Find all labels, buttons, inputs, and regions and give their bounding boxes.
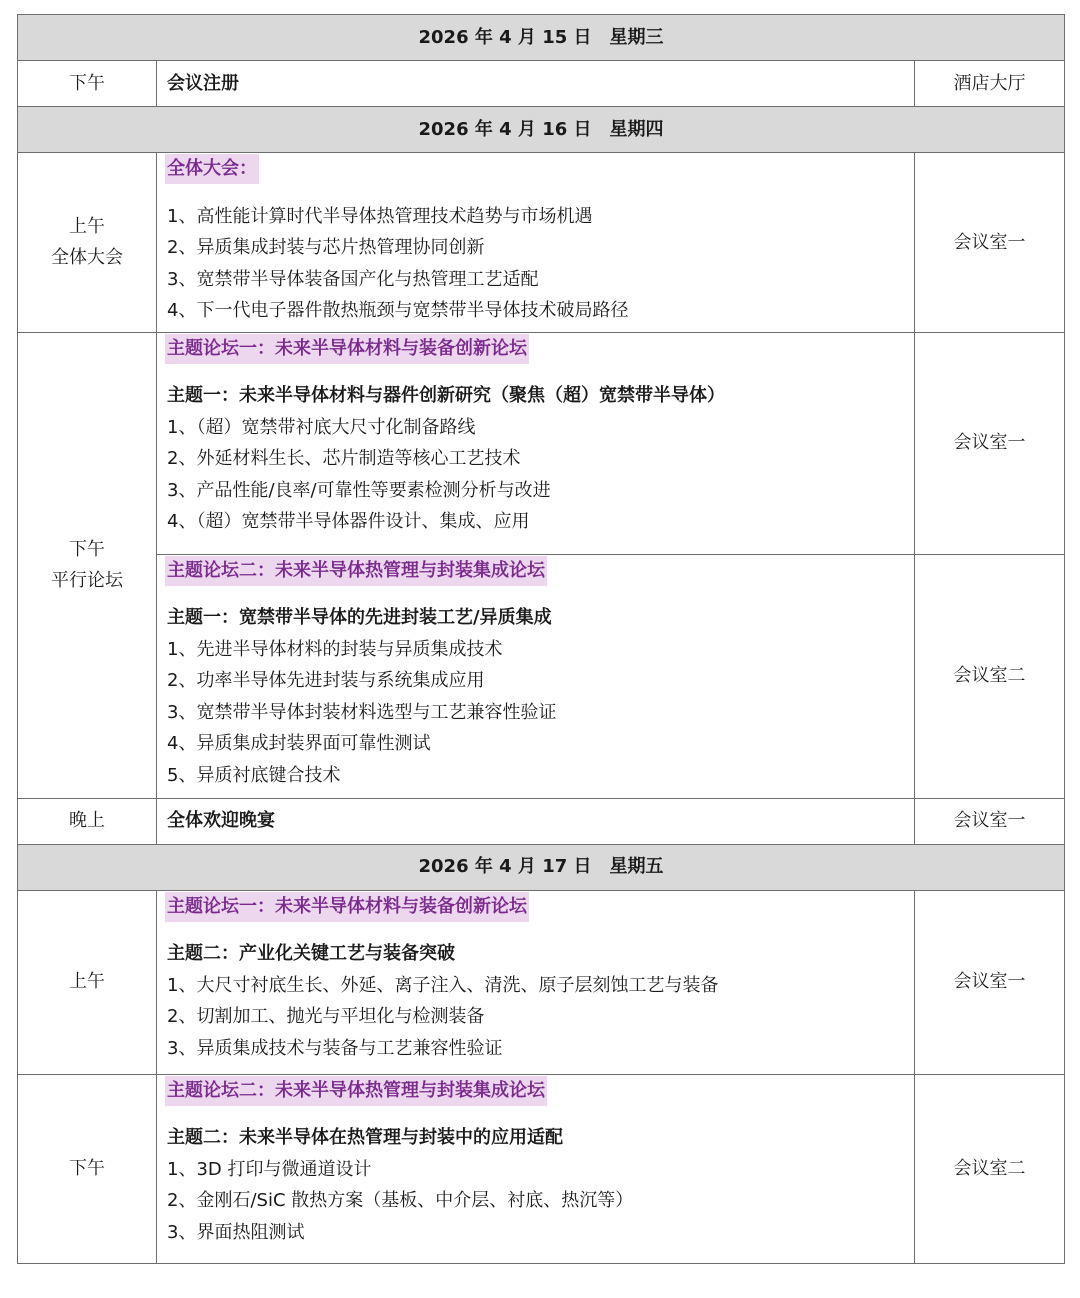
session-row <box>18 554 1065 798</box>
list-item: 1、先进半导体材料的封装与异质集成技术 <box>167 638 503 660</box>
date-header <box>18 15 1065 61</box>
session-room: 会议室一 <box>915 332 1065 554</box>
list-item: 4、异质集成封装界面可靠性测试 <box>167 733 431 754</box>
session-content <box>157 153 915 333</box>
date-text: 2026 年 4 月 15 日 <box>418 26 592 48</box>
session-row <box>18 332 1065 554</box>
forum-title: 主题论坛一：未来半导体材料与装备创新论坛 <box>165 334 529 364</box>
list-item: 3、产品性能/良率/可靠性等要素检测分析与改进 <box>167 479 551 501</box>
session-row <box>18 1074 1065 1263</box>
forum-content <box>157 890 915 1074</box>
session-time: 上午 <box>18 890 157 1074</box>
list-item: 4、下一代电子器件散热瓶颈与宽禁带半导体技术破局路径 <box>167 300 629 321</box>
list-item: 5、异质衬底键合技术 <box>167 764 341 786</box>
session-room: 会议室二 <box>915 554 1065 798</box>
list-item: 2、功率半导体先进封装与系统集成应用 <box>167 670 485 691</box>
session-room: 会议室一 <box>915 890 1065 1074</box>
list-item: 1、大尺寸衬底生长、外延、离子注入、清洗、原子层刻蚀工艺与装备 <box>167 974 719 996</box>
list-item: 3、宽禁带半导体封装材料选型与工艺兼容性验证 <box>167 701 557 723</box>
date-row-day2 <box>18 107 1065 153</box>
forum-title: 主题论坛二：未来半导体热管理与封装集成论坛 <box>165 1076 547 1106</box>
list-item: 2、金刚石/SiC 散热方案（基板、中介层、衬底、热沉等） <box>167 1190 634 1211</box>
weekday-text: 星期五 <box>609 856 664 878</box>
list-item: 2、异质集成封装与芯片热管理协同创新 <box>167 237 485 258</box>
list-item: 4、（超）宽禁带半导体器件设计、集成、应用 <box>167 511 530 532</box>
session-room: 会议室二 <box>915 1074 1065 1263</box>
session-time: 上午 全体大会 <box>18 153 157 333</box>
weekday-text: 星期四 <box>609 118 664 140</box>
date-text: 2026 年 4 月 16 日 <box>418 118 592 140</box>
forum-content <box>157 1074 915 1263</box>
session-room: 会议室一 <box>915 153 1065 333</box>
session-time: 晚上 <box>18 798 157 844</box>
date-header <box>18 107 1065 153</box>
theme-title: 主题一：宽禁带半导体的先进封装工艺/异质集成 <box>167 607 552 628</box>
date-row-day3 <box>18 844 1065 890</box>
session-time: 下午 <box>18 61 157 107</box>
theme-title: 主题一：未来半导体材料与器件创新研究（聚焦（超）宽禁带半导体） <box>167 385 725 406</box>
session-room: 酒店大厅 <box>915 61 1065 107</box>
session-time: 下午 <box>18 1074 157 1263</box>
session-row <box>18 890 1065 1074</box>
list-item: 3、异质集成技术与装备与工艺兼容性验证 <box>167 1037 503 1059</box>
session-content: 会议注册 <box>157 61 915 107</box>
session-row <box>18 153 1065 333</box>
forum-title: 主题论坛一：未来半导体材料与装备创新论坛 <box>165 892 529 922</box>
schedule-table <box>17 14 1065 1264</box>
session-room: 会议室一 <box>915 798 1065 844</box>
date-text: 2026 年 4 月 17 日 <box>418 856 592 878</box>
forum-title: 主题论坛二：未来半导体热管理与封装集成论坛 <box>165 556 547 586</box>
list-item: 2、外延材料生长、芯片制造等核心工艺技术 <box>167 448 521 469</box>
date-row-day1 <box>18 15 1065 61</box>
theme-title: 主题二：产业化关键工艺与装备突破 <box>167 943 455 964</box>
weekday-text: 星期三 <box>609 26 664 48</box>
schedule-container <box>17 14 1064 1264</box>
session-content: 全体欢迎晚宴 <box>157 798 915 844</box>
list-item: 1、（超）宽禁带衬底大尺寸化制备路线 <box>167 416 476 438</box>
list-item: 1、高性能计算时代半导体热管理技术趋势与市场机遇 <box>167 205 593 227</box>
list-item: 3、界面热阻测试 <box>167 1221 305 1243</box>
theme-title: 主题二：未来半导体在热管理与封装中的应用适配 <box>167 1127 563 1148</box>
list-item: 3、宽禁带半导体装备国产化与热管理工艺适配 <box>167 268 539 290</box>
forum-content <box>157 554 915 798</box>
forum-content <box>157 332 915 554</box>
session-row <box>18 61 1065 107</box>
session-row <box>18 798 1065 844</box>
plenary-title: 全体大会： <box>165 154 259 184</box>
date-header <box>18 844 1065 890</box>
session-time: 下午 平行论坛 <box>18 332 157 798</box>
list-item: 1、3D 打印与微通道设计 <box>167 1158 372 1180</box>
list-item: 2、切割加工、抛光与平坦化与检测装备 <box>167 1006 485 1027</box>
